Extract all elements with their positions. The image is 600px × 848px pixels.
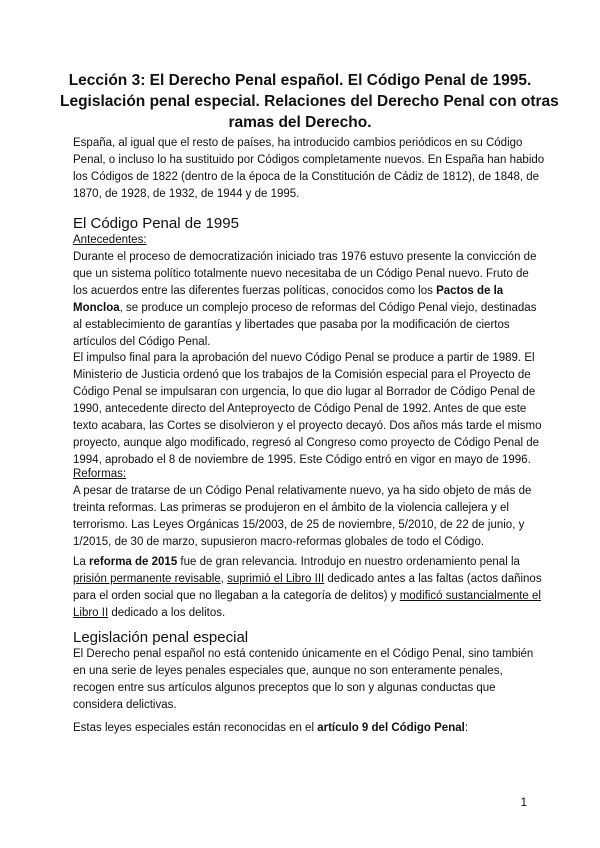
intro-paragraph bbox=[73, 135, 545, 203]
text-span: : bbox=[464, 722, 469, 734]
text-line: 1870, de 1928, de 1932, de 1944 y de 1995. bbox=[73, 188, 300, 200]
text-span: los acuerdos entre las diferentes fuerzas políticas, conocidos como los bbox=[73, 285, 437, 297]
underlined-text: prisión permanente revisable bbox=[73, 573, 221, 585]
text-line bbox=[73, 300, 535, 317]
text-span: La bbox=[73, 556, 89, 568]
leyes-especiales-paragraph bbox=[73, 720, 535, 737]
text-line: A pesar de tratarse de un Código Penal relativamente nuevo, ya ha sido objeto de más de bbox=[73, 485, 532, 497]
bold-text: Moncloa bbox=[73, 302, 120, 314]
text-line: los Códigos de 1822 (dentro de la época de la Constitución de Cádiz de 1812), de 1848, de bbox=[73, 171, 540, 183]
title-line: ramas del Derecho. bbox=[228, 114, 372, 131]
text-line: 1990, antecedente directo del Anteproyecto de Código Penal de 1992. Antes de que este bbox=[73, 403, 527, 415]
bold-text: Pactos de la bbox=[436, 285, 504, 297]
text-line: en una serie de leyes penales especiales que, aunque no son enteramente penales, bbox=[73, 665, 503, 677]
section-heading-codigo-1995: El Código Penal de 1995 bbox=[73, 215, 239, 232]
bold-text: reforma de 2015 bbox=[89, 556, 178, 568]
section-heading-legislacion-especial: Legislación penal especial bbox=[73, 629, 249, 646]
text-line: España, al igual que el resto de países, ha introducido cambios periódicos en su Código bbox=[73, 137, 523, 149]
text-line: 1994, aprobado el 8 de noviembre de 1995. Este Código entró en vigor en mayo de 1996. bbox=[73, 454, 531, 466]
legislacion-paragraph bbox=[73, 646, 535, 714]
reforma-2015-paragraph bbox=[73, 554, 542, 622]
text-line: terrorismo. Las Leyes Orgánicas 15/2003, de 25 de noviembre, 5/2010, de 22 de junio, y bbox=[73, 519, 525, 531]
page-title bbox=[60, 70, 559, 133]
text-line bbox=[73, 720, 535, 737]
text-span: , bbox=[220, 573, 228, 585]
text-span: , se produce un complejo proceso de reformas del Código Penal viejo, destinadas bbox=[119, 302, 537, 314]
text-line: texto acabara, las Cortes se disolvieron y el proyecto decayó. Dos años más tarde el mismo bbox=[73, 420, 542, 432]
text-line bbox=[73, 554, 535, 571]
title-line: Legislación penal especial. Relaciones del Derecho Penal con otras bbox=[60, 93, 559, 110]
text-span: dedicado antes a las faltas (actos dañinos bbox=[324, 573, 542, 585]
text-line: Ministerio de Justicia ordenó que los trabajos de la Comisión especial para el Proyecto de bbox=[73, 369, 531, 381]
text-span: Estas leyes especiales están reconocidas en el bbox=[73, 722, 318, 734]
text-line: que un sistema político totalmente nuevo necesitaba de un Código Penal nuevo. Fruto de bbox=[73, 268, 529, 280]
antecedentes-label: Antecedentes: bbox=[73, 234, 147, 246]
text-line bbox=[73, 605, 535, 622]
underlined-text: modificó sustancialmente el bbox=[399, 590, 541, 602]
bold-text: artículo 9 del Código Penal bbox=[317, 722, 465, 734]
text-line: considera delictivas. bbox=[73, 699, 177, 711]
text-line: Penal, o incluso lo ha sustituido por Códigos completamente nuevos. En España han habido bbox=[73, 154, 545, 166]
antecedentes-paragraph bbox=[73, 232, 535, 351]
reformas-label: Reformas: bbox=[73, 468, 127, 480]
text-line: 1/2015, de 30 de marzo, supusieron macro-reformas globales de todo el Código. bbox=[73, 536, 485, 548]
text-line: Código Penal se impulsaran con urgencia, lo que dio lugar al Borrador de Código Penal de bbox=[73, 386, 536, 398]
text-line bbox=[73, 283, 535, 300]
underlined-text: suprimió el Libro III bbox=[227, 573, 325, 585]
page-number: 1 bbox=[520, 797, 527, 809]
text-line: El Derecho penal español no está contenido únicamente en el Código Penal, sino también bbox=[73, 648, 534, 660]
text-line: recogen entre sus artículos algunos preceptos que lo son y algunas conductas que bbox=[73, 682, 496, 694]
text-line bbox=[73, 571, 542, 588]
text-span: para el orden social que no llegaban a la categoría de delitos) y bbox=[73, 590, 400, 602]
text-line: treinta reformas. Las primeras se produjeron en el ámbito de la violencia callejera y el bbox=[73, 502, 509, 514]
underlined-text: Libro II bbox=[73, 607, 109, 619]
text-line bbox=[73, 588, 541, 605]
impulso-paragraph bbox=[73, 350, 542, 469]
title-line: Lección 3: El Derecho Penal español. El Código Penal de 1995. bbox=[68, 72, 532, 89]
text-span: fue de gran relevancia. Introdujo en nuestro ordenamiento penal la bbox=[177, 556, 520, 568]
text-line: proyecto, aunque algo modificado, regresó al Congreso como proyecto de Código Penal de bbox=[73, 437, 540, 449]
text-line: artículos del Código Penal. bbox=[73, 336, 211, 348]
text-span: dedicado a los delitos. bbox=[108, 607, 226, 619]
reformas-paragraph bbox=[73, 466, 535, 551]
text-line: al establecimiento de garantías y libertades que pasaba por la modificación de ciertos bbox=[73, 319, 510, 331]
text-line: Durante el proceso de democratización iniciado tras 1976 estuvo presente la convicción de bbox=[73, 251, 537, 263]
text-line: El impulso final para la aprobación del nuevo Código Penal se produce a partir de 1989. El bbox=[73, 352, 535, 364]
